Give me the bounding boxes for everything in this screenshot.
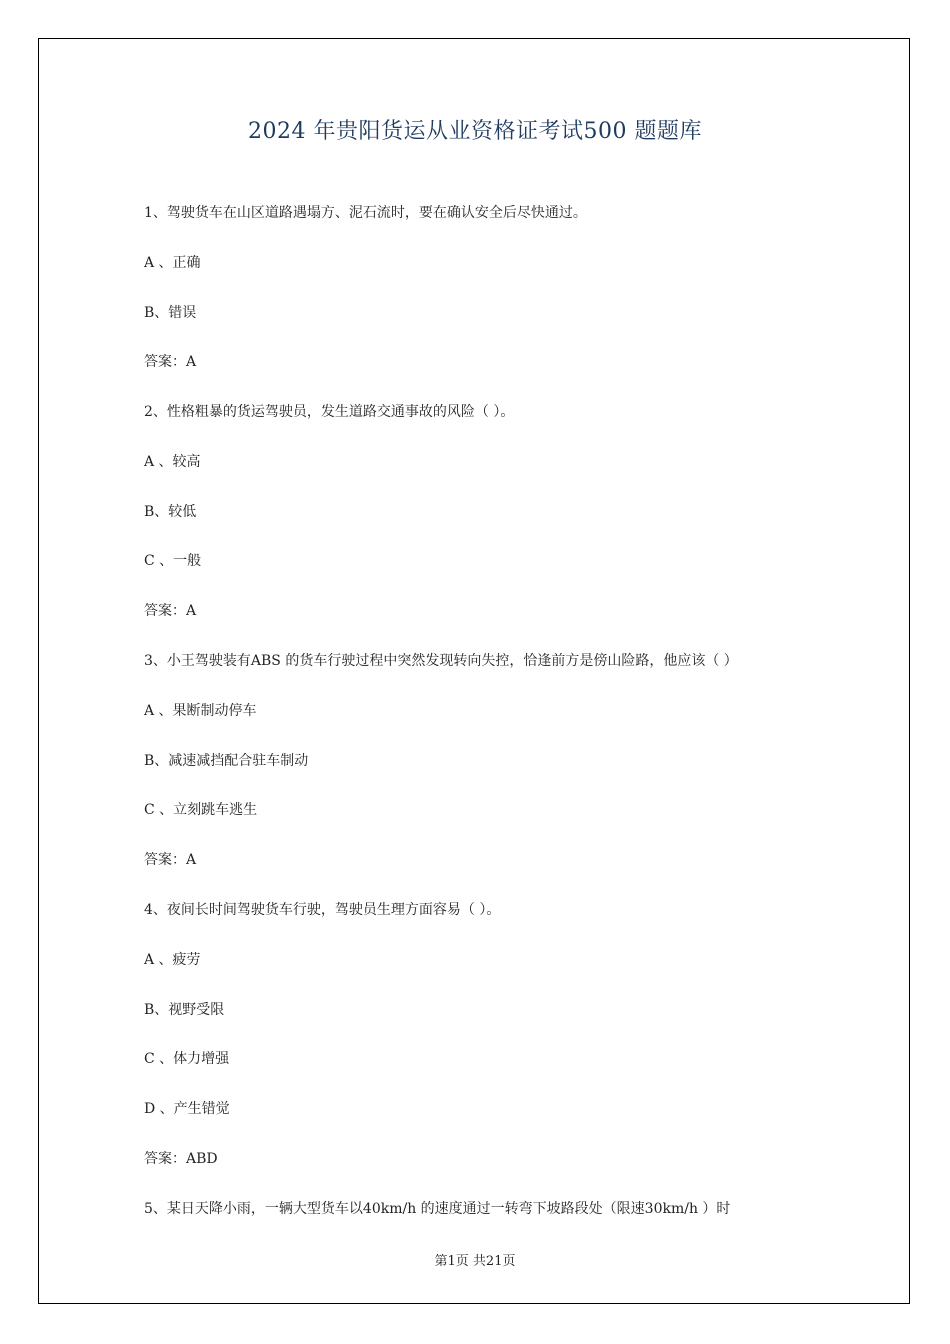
question-1-option-a: A 、正确 (144, 255, 201, 271)
question-2-text: 2、性格粗暴的货运驾驶员，发生道路交通事故的风险（ ）。 (144, 404, 515, 420)
question-3-option-c: C 、立刻跳车逃生 (144, 802, 258, 818)
question-3-option-a: A 、果断制动停车 (144, 703, 257, 719)
document-title: 2024 年贵阳货运从业资格证考试500 题题库 (248, 119, 702, 144)
question-4-text: 4、夜间长时间驾驶货车行驶，驾驶员生理方面容易（ ）。 (144, 902, 501, 918)
question-4-option-c: C 、体力增强 (144, 1051, 230, 1067)
question-1-option-b: B、错误 (144, 305, 197, 321)
question-3-answer: 答案：A (144, 852, 197, 868)
question-4-option-a: A 、疲劳 (144, 952, 201, 968)
question-5-text: 5、某日天降小雨，一辆大型货车以40km/h 的速度通过一转弯下坡路段处（限速30km/h ）时 (144, 1201, 731, 1217)
question-4-option-b: B、视野受限 (144, 1002, 225, 1018)
question-2-option-c: C 、一般 (144, 553, 202, 569)
question-1-text: 1、驾驶货车在山区道路遇塌方、泥石流时，要在确认安全后尽快通过。 (144, 205, 587, 221)
question-3-option-b: B、减速减挡配合驻车制动 (144, 753, 309, 769)
question-2-option-a: A 、较高 (144, 454, 201, 470)
question-2-answer: 答案：A (144, 603, 197, 619)
question-3-text: 3、小王驾驶装有ABS 的货车行驶过程中突然发现转向失控，恰逢前方是傍山险路，他应该（ ） (144, 653, 738, 669)
question-1-answer: 答案：A (144, 354, 197, 370)
question-4-option-d: D 、产生错觉 (144, 1101, 230, 1117)
page-footer: 第1页 共21页 (434, 1254, 516, 1269)
question-4-answer: 答案：ABD (144, 1151, 218, 1167)
question-2-option-b: B、较低 (144, 504, 197, 520)
